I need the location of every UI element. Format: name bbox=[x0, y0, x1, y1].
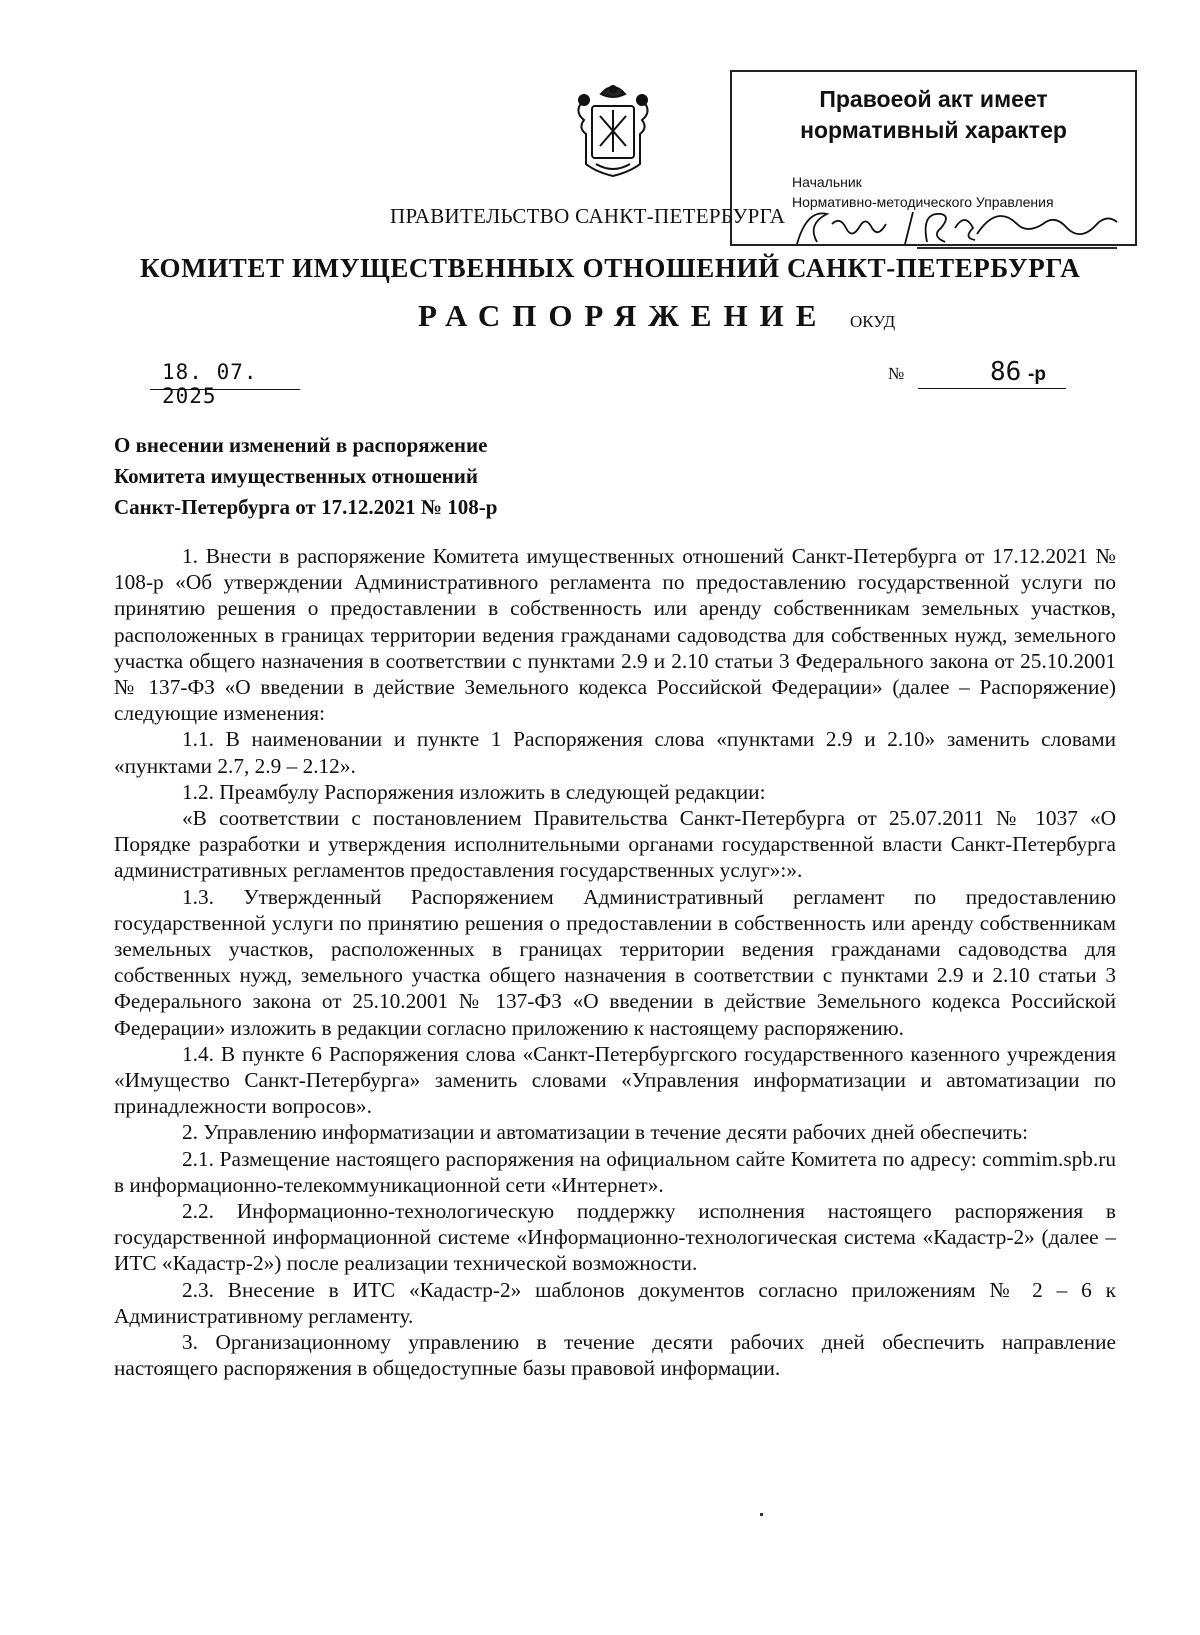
paragraph-1-1: 1.1. В наименовании и пункте 1 Распоряжения слова «пунктами 2.9 и 2.10» заменить словами «пунктами 2.7, 2.9 – 2.12». bbox=[114, 727, 1116, 778]
paragraph-1-3: 1.3. Утвержденный Распоряжением Административный регламент по предоставлению государственной услуги по принятию решения о предоставлении в собственность или аренду собственникам земельных участков, расположенных в границах территории ведения гражданами садоводства для собственных нужд, земельного участка общего назначения в соответствии с пунктами 2.9 и 2.10 статьи 3 Федерального закона от 25.10.2001 № 137-ФЗ «О введении в действие Земельного кодекса Российской Федерации» изложить в редакции согласно приложению к настоящему распоряжению. bbox=[114, 884, 1116, 1040]
paragraph-1: 1. Внести в распоряжение Комитета имущественных отношений Санкт-Петербурга от 17.12.2021 № 108-р «Об утверждении Административного регламента по предоставлению государственной услуги по принятию решения о предоставлении в собственность или аренду собственникам земельных участков, расположенных в границах территории ведения гражданами садоводства для собственных нужд, земельного участка общего назначения в соответствии с пунктами 2.9 и 2.10 статьи 3 Федерального закона от 25.10.2001 № 137-ФЗ «О введении в действие Земельного кодекса Российской Федерации» (далее – Распоряжение) следующие изменения: bbox=[114, 544, 1116, 726]
document-subject bbox=[114, 430, 497, 523]
number-label: № bbox=[888, 364, 905, 383]
subject-line-3: Санкт-Петербурга от 17.12.2021 № 108-р bbox=[114, 495, 498, 519]
document-body bbox=[114, 543, 1116, 1382]
paragraph-2-1: 2.1. Размещение настоящего распоряжения на официальном сайте Комитета по адресу: commim.spb.ru в информационно-телекоммуникационной сети «Интернет». bbox=[114, 1146, 1116, 1197]
paragraph-2-2: 2.2. Информационно-технологическую поддержку исполнения настоящего распоряжения в государственной информационной системе «Информационно-технологическая система «Кадастр-2» (далее – ИТС «Кадастр-2») после реализации технической возможности. bbox=[114, 1199, 1116, 1276]
coat-of-arms-emblem bbox=[570, 80, 656, 180]
paragraph-2-3: 2.3. Внесение в ИТС «Кадастр-2» шаблонов документов согласно приложениям № 2 – 6 к Административному регламенту. bbox=[114, 1277, 1116, 1328]
page-mark bbox=[760, 1513, 763, 1516]
paragraph-1-2-quote: «В соответствии с постановлением Правительства Санкт-Петербурга от 25.07.2011 № 1037 «О Порядке разработки и утверждения исполнительными органами государственной власти Санкт-Петербурга административных регламентов предоставления государственных услуг»:». bbox=[114, 806, 1116, 883]
subject-line-2: Комитета имущественных отношений bbox=[114, 464, 478, 488]
document-number: 86 bbox=[990, 357, 1022, 387]
document-type-title: РАСПОРЯЖЕНИЕ bbox=[418, 298, 829, 333]
committee-name: КОМИТЕТ ИМУЩЕСТВЕННЫХ ОТНОШЕНИЙ САНКТ-ПЕТЕРБУРГА bbox=[140, 253, 1081, 283]
paragraph-1-2: 1.2. Преамбулу Распоряжения изложить в следующей редакции: bbox=[182, 779, 766, 804]
stamp-role-line-1: Начальник bbox=[792, 174, 862, 190]
paragraph-3: 3. Организационному управлению в течение десяти рабочих дней обеспечить направление настоящего распоряжения в общедоступные базы правовой информации. bbox=[114, 1330, 1116, 1381]
document-date: 18. 07. 2025 bbox=[150, 360, 300, 390]
government-name: ПРАВИТЕЛЬСТВО САНКТ-ПЕТЕРБУРГА bbox=[390, 204, 786, 228]
handwritten-signature bbox=[777, 204, 1132, 254]
stamp-role-line-2: Нормативно-методического Управления bbox=[792, 194, 1054, 210]
subject-line-1: О внесении изменений в распоряжение bbox=[114, 433, 488, 457]
normative-act-stamp bbox=[730, 70, 1137, 246]
stamp-title-line-1: Правоеой акт имеет bbox=[819, 86, 1048, 112]
document-number-suffix: -р bbox=[1028, 364, 1046, 385]
paragraph-2: 2. Управлению информатизации и автоматизации в течение десяти рабочих дней обеспечить: bbox=[182, 1120, 1029, 1145]
paragraph-1-4: 1.4. В пункте 6 Распоряжения слова «Санкт-Петербургского государственного казенного учреждения «Имущество Санкт-Петербурга» заменить словами «Управления информатизации и автоматизации по принадлежности вопросов». bbox=[114, 1041, 1116, 1119]
stamp-title-line-2: нормативный характер bbox=[800, 117, 1067, 143]
okud-label: ОКУД bbox=[850, 312, 896, 331]
